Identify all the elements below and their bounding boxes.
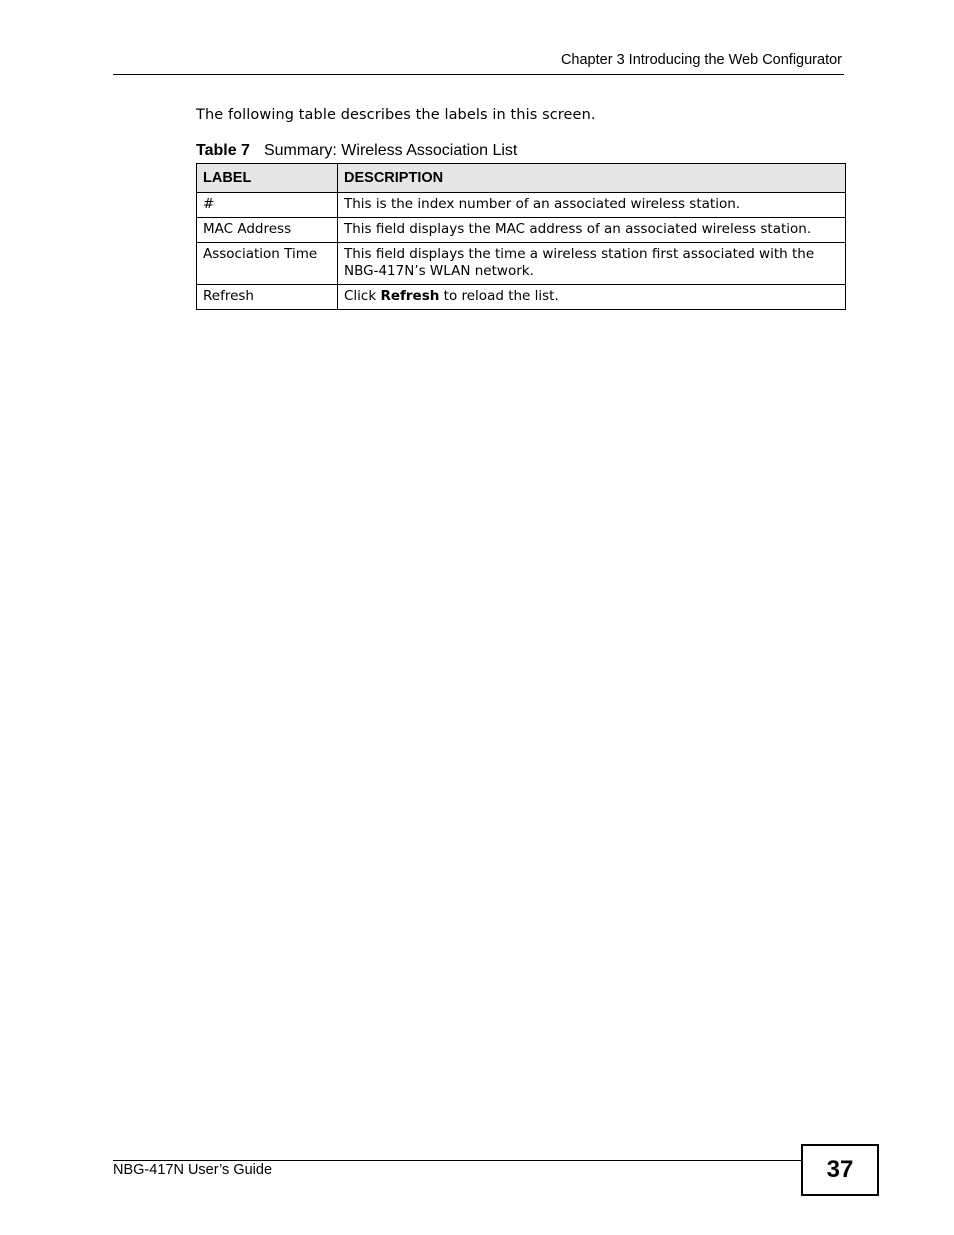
row-description: This is the index number of an associated wireless station.: [338, 193, 846, 218]
row-description: This field displays the MAC address of an associated wireless station.: [338, 218, 846, 243]
table-row: [197, 285, 846, 310]
page-header: [113, 50, 844, 75]
row-label: Refresh: [197, 285, 338, 310]
chapter-title: Chapter 3 Introducing the Web Configurator: [560, 52, 842, 68]
page-number: 37: [801, 1144, 879, 1196]
row-description: [338, 285, 846, 310]
column-header-label: LABEL: [197, 164, 338, 193]
table-row: [197, 193, 846, 218]
description-text: Click: [344, 288, 381, 304]
refresh-term: Refresh: [380, 288, 440, 304]
table-caption: [196, 142, 517, 160]
table-caption-title: Summary: Wireless Association List: [263, 142, 518, 159]
table-caption-number: Table 7: [196, 142, 250, 159]
column-header-description: DESCRIPTION: [338, 164, 846, 193]
table-row: [197, 243, 846, 285]
row-description: This field displays the time a wireless station first associated with the NBG-417N’s WLAN network.: [338, 243, 846, 285]
table-header-row: [197, 164, 846, 193]
row-label: MAC Address: [197, 218, 338, 243]
description-text: to reload the list.: [439, 288, 559, 304]
guide-name: NBG-417N User’s Guide: [113, 1162, 273, 1178]
label-description-table: [196, 163, 846, 310]
row-label: #: [197, 193, 338, 218]
page-footer: [113, 1160, 801, 1178]
table-row: [197, 218, 846, 243]
intro-text: The following table describes the labels in this screen.: [196, 107, 596, 123]
row-label: Association Time: [197, 243, 338, 285]
